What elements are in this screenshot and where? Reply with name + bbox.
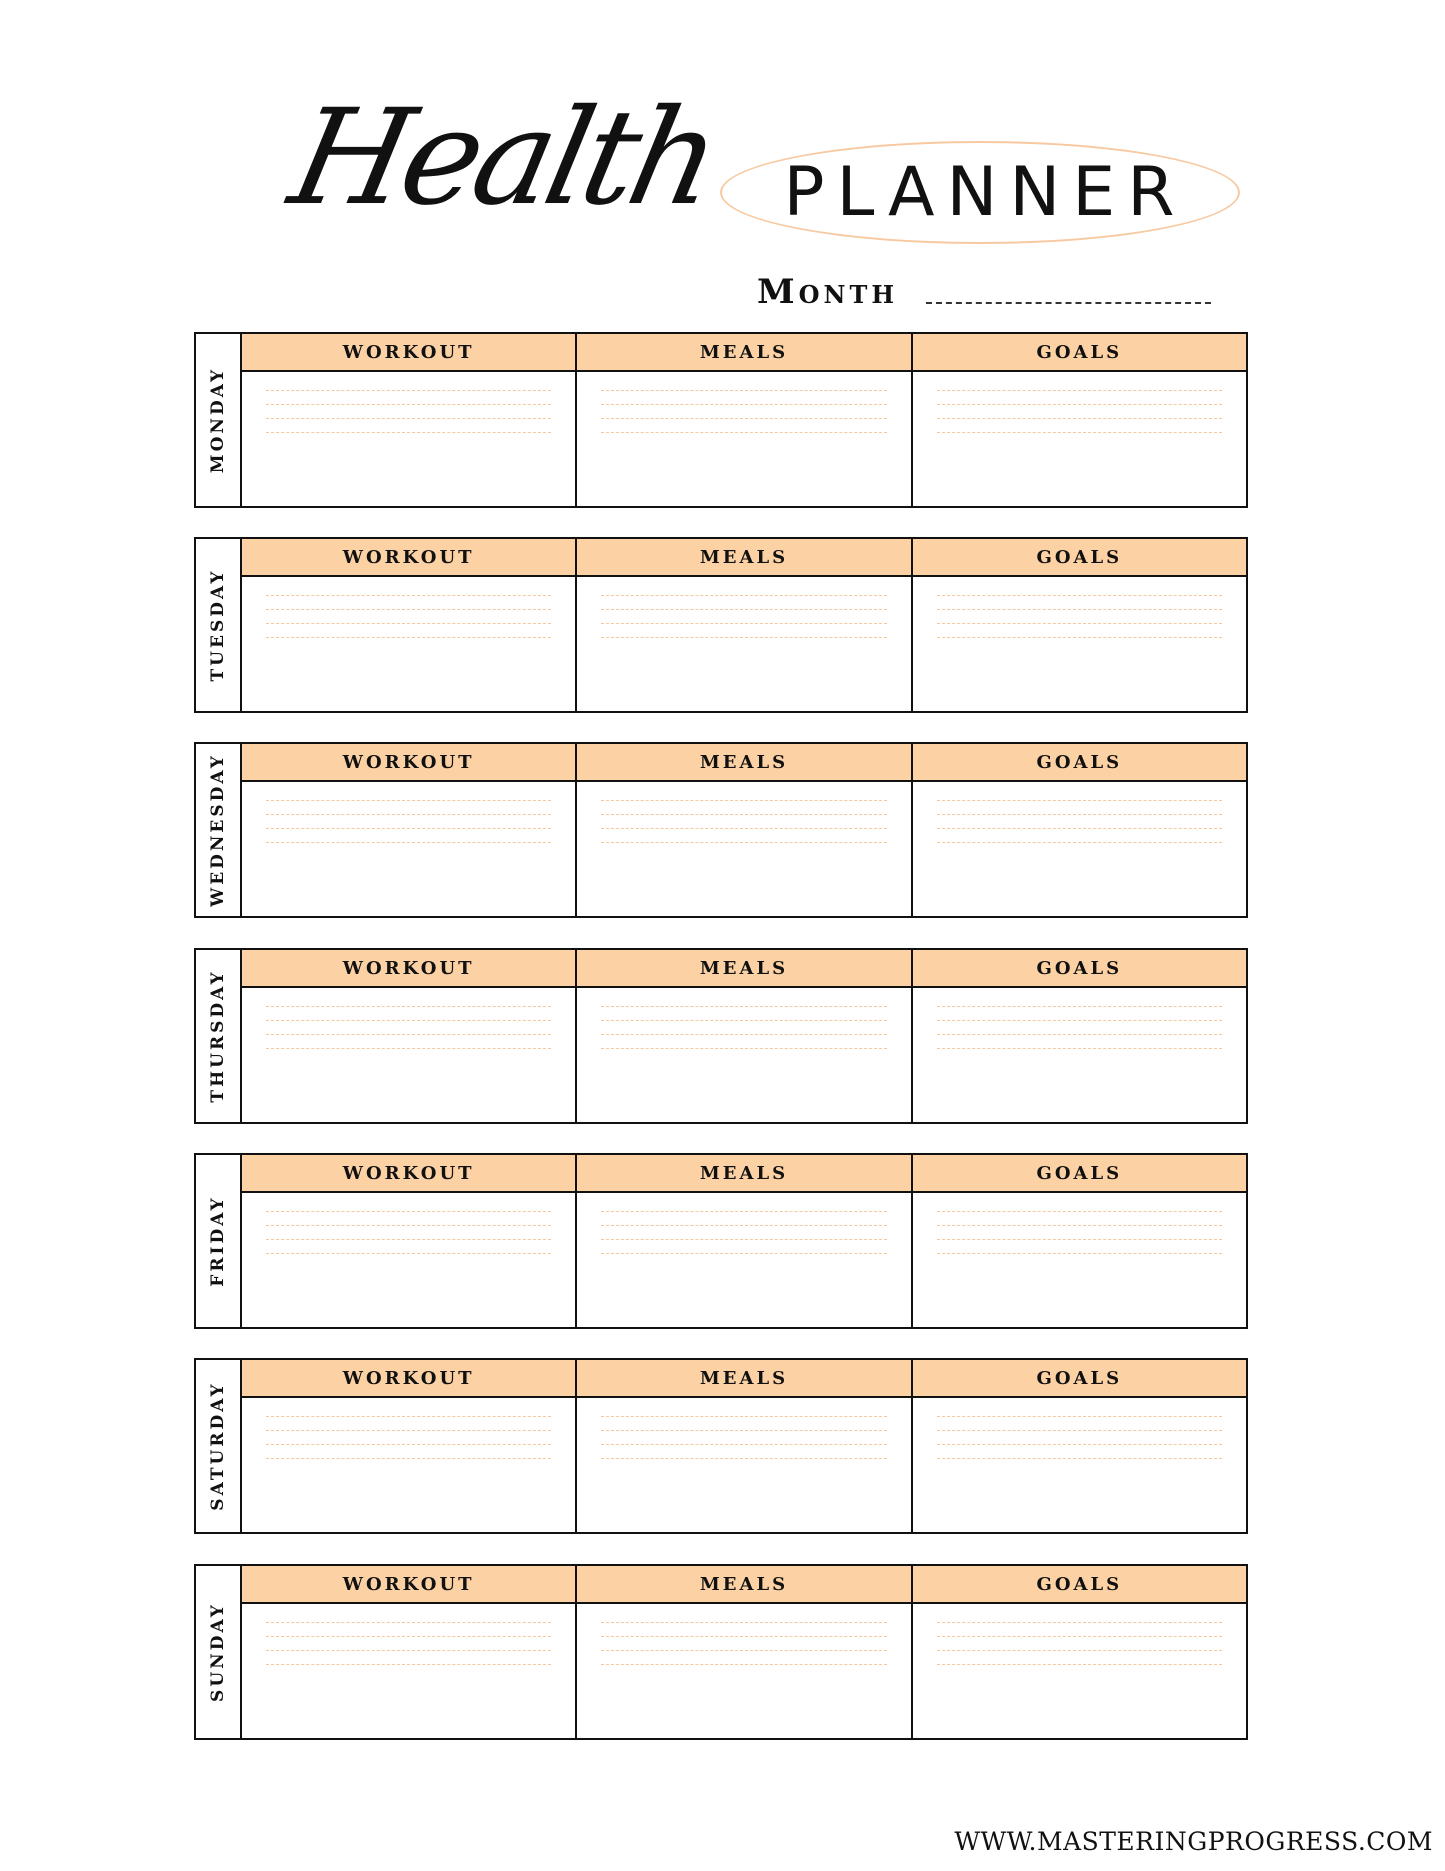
writing-line[interactable] (266, 1225, 551, 1226)
writing-line[interactable] (266, 404, 551, 405)
writing-line[interactable] (266, 1650, 551, 1651)
writing-line[interactable] (937, 404, 1222, 405)
day-label: SATURDAY (208, 1381, 228, 1511)
writing-line[interactable] (937, 1006, 1222, 1007)
writing-line[interactable] (601, 1239, 886, 1240)
writing-line[interactable] (601, 828, 886, 829)
writing-line[interactable] (601, 800, 886, 801)
writing-line[interactable] (937, 1225, 1222, 1226)
writing-line[interactable] (937, 1048, 1222, 1049)
column-workout (242, 1566, 577, 1738)
writing-line[interactable] (266, 828, 551, 829)
writing-line[interactable] (601, 390, 886, 391)
writing-line[interactable] (601, 1622, 886, 1623)
writing-line[interactable] (937, 828, 1222, 829)
writing-line[interactable] (266, 1458, 551, 1459)
column-header: MEALS (577, 539, 910, 577)
writing-line[interactable] (937, 1636, 1222, 1637)
title-script: Health (278, 81, 728, 235)
column-header: WORKOUT (242, 334, 575, 372)
column-header: MEALS (577, 744, 910, 782)
title-planner: PLANNER (783, 153, 1187, 232)
column-body[interactable] (577, 988, 910, 1122)
day-block-saturday (194, 1358, 1248, 1534)
column-header: GOALS (913, 334, 1246, 372)
writing-line[interactable] (601, 623, 886, 624)
writing-line[interactable] (937, 1664, 1222, 1665)
day-block-thursday (194, 948, 1248, 1124)
column-body[interactable] (577, 577, 910, 711)
column-goals (913, 1566, 1246, 1738)
writing-line[interactable] (601, 432, 886, 433)
column-meals (577, 950, 912, 1122)
column-body[interactable] (913, 1193, 1246, 1327)
title-area (0, 0, 1445, 320)
writing-line[interactable] (266, 595, 551, 596)
month-row (757, 272, 1211, 312)
writing-line[interactable] (601, 1458, 886, 1459)
writing-line[interactable] (266, 390, 551, 391)
day-label: MONDAY (208, 366, 228, 474)
writing-line[interactable] (937, 390, 1222, 391)
writing-line[interactable] (266, 1622, 551, 1623)
writing-line[interactable] (937, 1430, 1222, 1431)
writing-line[interactable] (266, 814, 551, 815)
column-goals (913, 1360, 1246, 1532)
column-meals (577, 1155, 912, 1327)
column-goals (913, 334, 1246, 506)
day-label: WEDNESDAY (208, 753, 228, 907)
day-block-monday (194, 332, 1248, 508)
column-header: WORKOUT (242, 744, 575, 782)
column-header: GOALS (913, 1566, 1246, 1604)
writing-line[interactable] (601, 1020, 886, 1021)
column-header: MEALS (577, 1155, 910, 1193)
column-meals (577, 1360, 912, 1532)
writing-line[interactable] (266, 1253, 551, 1254)
writing-line[interactable] (937, 637, 1222, 638)
column-header: WORKOUT (242, 950, 575, 988)
column-meals (577, 334, 912, 506)
writing-line[interactable] (937, 432, 1222, 433)
day-label-column (196, 334, 242, 506)
column-body[interactable] (242, 577, 575, 711)
writing-line[interactable] (266, 637, 551, 638)
column-body[interactable] (242, 782, 575, 916)
column-meals (577, 539, 912, 711)
column-body[interactable] (242, 988, 575, 1122)
writing-line[interactable] (937, 623, 1222, 624)
footer-website: WWW.MASTERINGPROGRESS.COM (954, 1827, 1433, 1856)
writing-line[interactable] (601, 418, 886, 419)
day-label: SUNDAY (208, 1602, 228, 1702)
day-label: FRIDAY (208, 1195, 228, 1287)
column-body[interactable] (913, 1604, 1246, 1738)
column-header: WORKOUT (242, 539, 575, 577)
writing-line[interactable] (601, 1211, 886, 1212)
column-workout (242, 1360, 577, 1532)
writing-line[interactable] (601, 1034, 886, 1035)
day-block-sunday (194, 1564, 1248, 1740)
writing-line[interactable] (601, 1416, 886, 1417)
writing-line[interactable] (601, 609, 886, 610)
writing-line[interactable] (937, 1253, 1222, 1254)
column-header: GOALS (913, 1360, 1246, 1398)
column-body[interactable] (913, 988, 1246, 1122)
day-columns (242, 1360, 1246, 1532)
day-label-column (196, 1566, 242, 1738)
column-body[interactable] (242, 1193, 575, 1327)
column-header: MEALS (577, 950, 910, 988)
writing-line[interactable] (601, 1253, 886, 1254)
day-label-column (196, 539, 242, 711)
day-label: THURSDAY (208, 969, 228, 1103)
writing-line[interactable] (937, 1211, 1222, 1212)
column-body[interactable] (577, 1604, 910, 1738)
day-label-column (196, 744, 242, 916)
column-body[interactable] (242, 1604, 575, 1738)
writing-line[interactable] (601, 1664, 886, 1665)
writing-line[interactable] (266, 418, 551, 419)
month-field[interactable] (926, 302, 1211, 304)
writing-line[interactable] (937, 1650, 1222, 1651)
column-body[interactable] (242, 1398, 575, 1532)
column-header: WORKOUT (242, 1360, 575, 1398)
writing-line[interactable] (601, 842, 886, 843)
writing-line[interactable] (937, 800, 1222, 801)
column-goals (913, 539, 1246, 711)
day-label-column (196, 1155, 242, 1327)
writing-line[interactable] (266, 1664, 551, 1665)
day-columns (242, 1155, 1246, 1327)
column-header: GOALS (913, 539, 1246, 577)
column-workout (242, 1155, 577, 1327)
writing-line[interactable] (937, 595, 1222, 596)
column-header: MEALS (577, 1566, 910, 1604)
writing-line[interactable] (601, 637, 886, 638)
column-meals (577, 744, 912, 916)
writing-line[interactable] (266, 623, 551, 624)
writing-line[interactable] (266, 1211, 551, 1212)
writing-line[interactable] (937, 1239, 1222, 1240)
writing-line[interactable] (601, 404, 886, 405)
writing-line[interactable] (266, 1636, 551, 1637)
writing-line[interactable] (937, 1444, 1222, 1445)
writing-line[interactable] (266, 1048, 551, 1049)
writing-line[interactable] (937, 418, 1222, 419)
column-workout (242, 539, 577, 711)
writing-line[interactable] (937, 1458, 1222, 1459)
column-header: GOALS (913, 950, 1246, 988)
writing-line[interactable] (601, 1225, 886, 1226)
column-header: WORKOUT (242, 1566, 575, 1604)
column-header: MEALS (577, 1360, 910, 1398)
column-body[interactable] (913, 372, 1246, 506)
column-body[interactable] (913, 782, 1246, 916)
writing-line[interactable] (937, 609, 1222, 610)
day-block-friday (194, 1153, 1248, 1329)
writing-line[interactable] (266, 1006, 551, 1007)
column-goals (913, 1155, 1246, 1327)
writing-line[interactable] (937, 814, 1222, 815)
writing-line[interactable] (266, 1239, 551, 1240)
day-block-wednesday (194, 742, 1248, 918)
column-body[interactable] (913, 1398, 1246, 1532)
writing-line[interactable] (266, 609, 551, 610)
writing-line[interactable] (601, 1650, 886, 1651)
day-columns (242, 950, 1246, 1122)
column-meals (577, 1566, 912, 1738)
column-body[interactable] (577, 782, 910, 916)
column-body[interactable] (577, 372, 910, 506)
writing-line[interactable] (601, 1636, 886, 1637)
writing-line[interactable] (937, 842, 1222, 843)
column-header: MEALS (577, 334, 910, 372)
writing-line[interactable] (266, 1020, 551, 1021)
column-body[interactable] (242, 372, 575, 506)
writing-line[interactable] (266, 1416, 551, 1417)
column-header: GOALS (913, 1155, 1246, 1193)
column-body[interactable] (577, 1398, 910, 1532)
column-goals (913, 950, 1246, 1122)
writing-line[interactable] (937, 1622, 1222, 1623)
writing-line[interactable] (266, 432, 551, 433)
column-body[interactable] (913, 577, 1246, 711)
writing-line[interactable] (266, 1444, 551, 1445)
writing-line[interactable] (937, 1020, 1222, 1021)
day-label: TUESDAY (208, 568, 228, 682)
day-columns (242, 744, 1246, 916)
column-header: GOALS (913, 744, 1246, 782)
writing-line[interactable] (601, 595, 886, 596)
writing-line[interactable] (266, 1034, 551, 1035)
column-workout (242, 744, 577, 916)
day-block-tuesday (194, 537, 1248, 713)
column-workout (242, 334, 577, 506)
writing-line[interactable] (601, 1006, 886, 1007)
writing-line[interactable] (601, 1430, 886, 1431)
writing-line[interactable] (601, 814, 886, 815)
day-label-column (196, 950, 242, 1122)
day-columns (242, 1566, 1246, 1738)
column-header: WORKOUT (242, 1155, 575, 1193)
writing-line[interactable] (937, 1034, 1222, 1035)
writing-line[interactable] (266, 800, 551, 801)
column-goals (913, 744, 1246, 916)
writing-line[interactable] (601, 1444, 886, 1445)
day-label-column (196, 1360, 242, 1532)
writing-line[interactable] (266, 842, 551, 843)
day-columns (242, 539, 1246, 711)
month-label: Month (757, 272, 899, 312)
column-workout (242, 950, 577, 1122)
column-body[interactable] (577, 1193, 910, 1327)
writing-line[interactable] (937, 1416, 1222, 1417)
day-columns (242, 334, 1246, 506)
writing-line[interactable] (601, 1048, 886, 1049)
writing-line[interactable] (266, 1430, 551, 1431)
